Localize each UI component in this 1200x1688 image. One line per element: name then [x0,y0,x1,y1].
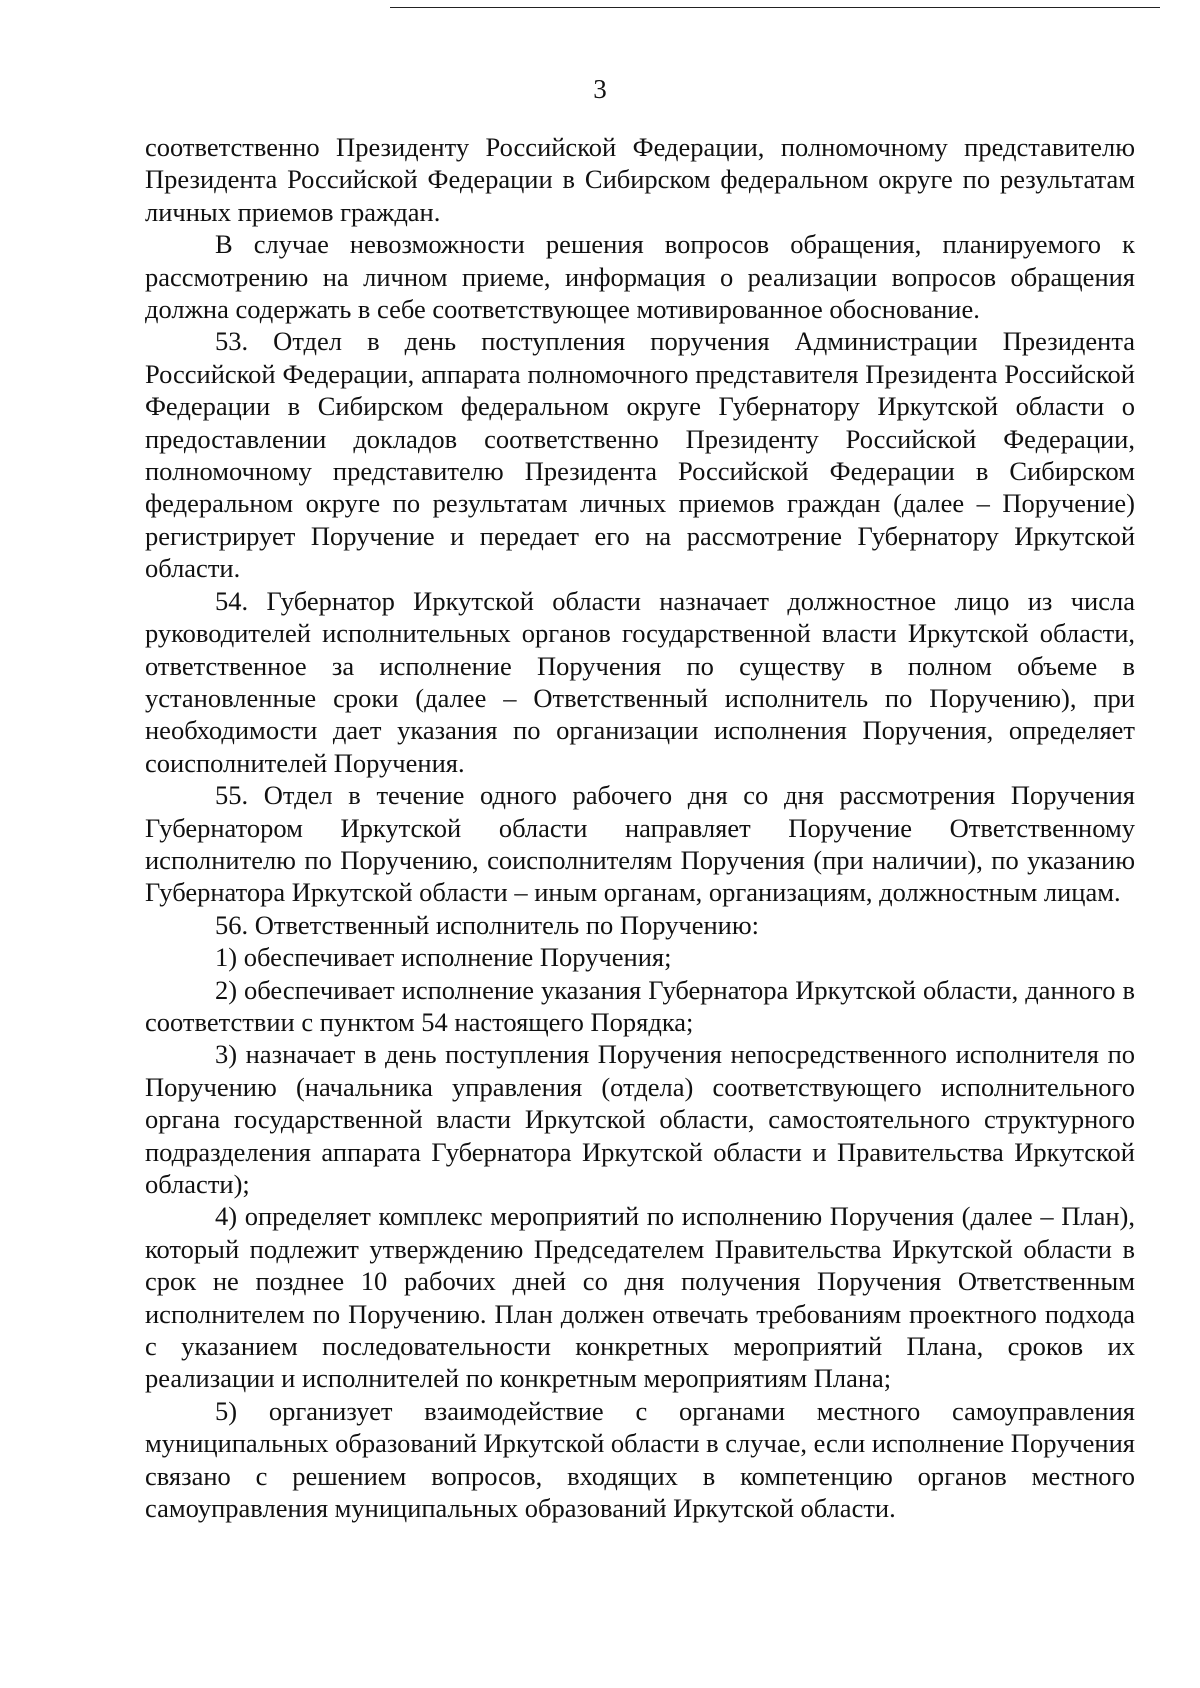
subitem-3: 3) назначает в день поступления Поручения непосредственного исполнителя по Поручению (начальника управления (отдела) соответствующего исполнительного органа государственной власти Иркутской области, самостоятельного структурного подразделения аппарата Губернатора Иркутской области и Правительства Иркутской области); [145,1039,1135,1199]
subitem-2: 2) обеспечивает исполнение указания Губернатора Иркутской области, данного в соответствии с пунктом 54 настоящего Порядка; [145,974,1135,1037]
subitem-5: 5) организует взаимодействие с органами местного самоуправления муниципальных образований Иркутской области в случае, если исполнение Поручения связано с решением вопросов, входящих в компетенцию органов местного самоуправления муниципальных образований Иркутской области. [145,1395,1135,1524]
paragraph-item-53: 53. Отдел в день поступления поручения Администрации Президента Российской Федерации, аппарата полномочного представителя Президента Российской Федерации в Сибирском федеральном округе Губернатору Иркутской области о предоставлении докладов соответственно Президенту Российской Федерации, полномочному представителю Президента Российской Федерации в Сибирском федеральном округе по результатам личных приемов граждан (далее – Поручение) регистрирует Поручение и передает его на рассмотрение Губернатору Иркутской области. [145,326,1135,584]
subitem-1: 1) обеспечивает исполнение Поручения; [215,942,672,973]
subitem-4: 4) определяет комплекс мероприятий по исполнению Поручения (далее – План), который подлежит утверждению Председателем Правительства Иркутской области в срок не позднее 10 рабочих дней со дня получения Поручения Ответственным исполнителем по Поручению. План должен отвечать требованиям проектного подхода с указанием последовательности конкретных мероприятий Плана, сроков их реализации и исполнителей по конкретным мероприятиям Плана; [145,1201,1135,1394]
page-number: 3 [593,74,607,104]
paragraph-item-55: 55. Отдел в течение одного рабочего дня со дня рассмотрения Поручения Губернатором Иркутской области направляет Поручение Ответственному исполнителю по Поручению, соисполнителям Поручения (при наличии), по указанию Губернатора Иркутской области – иным органам, организациям, должностным лицам. [145,780,1135,908]
top-rule [390,7,1160,8]
document-body [145,131,1135,1524]
paragraph-item-54: 54. Губернатор Иркутской области назначает должностное лицо из числа руководителей исполнительных органов государственной власти Иркутской области, ответственное за исполнение Поручения по существу в полном объеме в установленные сроки (далее – Ответственный исполнитель по Поручению), при необходимости дает указания по организации исполнения Поручения, определяет соисполнителей Поручения. [145,585,1135,778]
paragraph-impossibility-note: В случае невозможности решения вопросов обращения, планируемого к рассмотрению на личном приеме, информация о реализации вопросов обращения должна содержать в себе соответствующее мотивированное обоснование. [145,229,1135,325]
paragraph-continuation: соответственно Президенту Российской Федерации, полномочному представителю Президента Российской Федерации в Сибирском федеральном округе по результатам личных приемов граждан. [145,132,1135,227]
paragraph-item-56: 56. Ответственный исполнитель по Поручению: [215,909,760,940]
